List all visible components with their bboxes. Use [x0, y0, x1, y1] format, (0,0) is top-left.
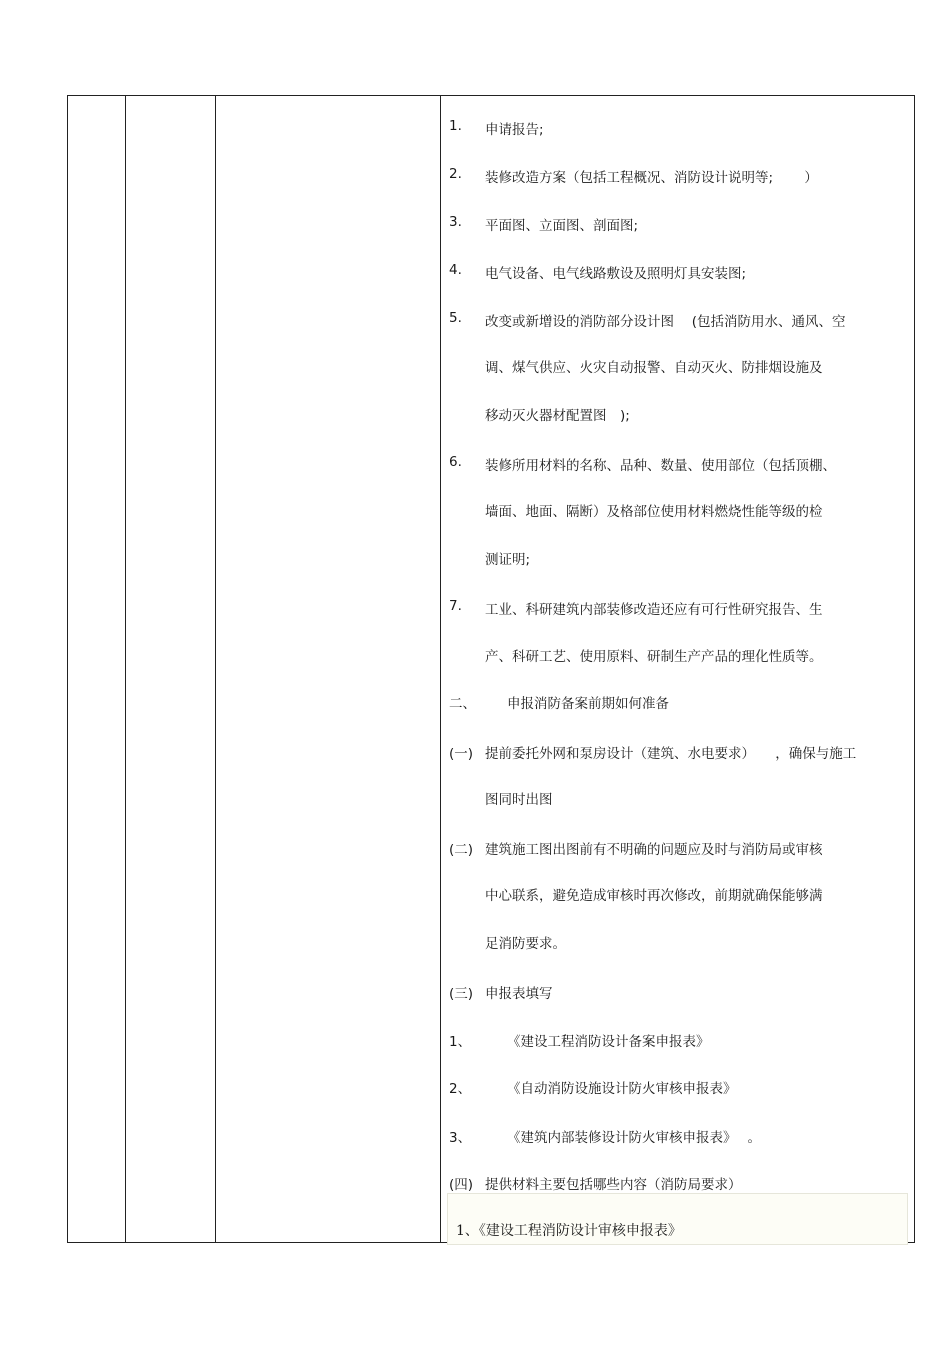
form-title: 《建筑内部装修设计防火审核申报表》 。 — [507, 1130, 762, 1146]
item-number: 3. — [449, 214, 462, 230]
section-number: 二、 — [449, 696, 476, 712]
item-text: 装修所用材料的名称、品种、数量、使用部位（包括顶棚、 — [485, 458, 836, 474]
sub-number: (三) — [449, 986, 474, 1002]
sub-text-continued: 足消防要求。 — [485, 936, 566, 952]
item-text-continued: 墙面、地面、隔断）及格部位使用材料燃烧性能等级的检 — [485, 504, 823, 520]
item-text-continued: 产、科研工艺、使用原料、研制生产产品的理化性质等。 — [485, 649, 823, 665]
sub-text-continued: 中心联系，避免造成审核时再次修改，前期就确保能够满 — [485, 888, 823, 904]
form-title: 《建设工程消防设计备案申报表》 — [507, 1034, 710, 1050]
column-divider-3 — [440, 95, 441, 1243]
item-text-continued: 调、煤气供应、火灾自动报警、自动灭火、防排烟设施及 — [485, 360, 823, 376]
sub-number: (四) — [449, 1177, 474, 1193]
item-text: 工业、科研建筑内部装修改造还应有可行性研究报告、生 — [485, 602, 823, 618]
highlighted-text: 1、《建设工程消防设计审核申报表》 — [456, 1223, 682, 1239]
sub-text: 提前委托外网和泵房设计（建筑、水电要求） ，确保与施工 — [485, 746, 857, 762]
sub-text-continued: 图同时出图 — [485, 792, 553, 808]
item-number: 5. — [449, 310, 462, 326]
sub-text: 提供材料主要包括哪些内容（消防局要求） — [485, 1177, 742, 1193]
highlighted-text-box — [447, 1193, 908, 1245]
sub-text: 申报表填写 — [485, 986, 553, 1002]
item-number: 4. — [449, 262, 462, 278]
column-divider-1 — [125, 95, 126, 1243]
item-text: 申请报告; — [485, 122, 544, 138]
form-number: 2、 — [449, 1081, 472, 1097]
item-number: 1. — [449, 118, 462, 134]
item-number: 2. — [449, 166, 462, 182]
sub-number: (一) — [449, 746, 474, 762]
item-text-continued: 测证明; — [485, 552, 531, 568]
form-number: 1、 — [449, 1034, 472, 1050]
sub-text: 建筑施工图出图前有不明确的问题应及时与消防局或审核 — [485, 842, 823, 858]
sub-number: (二) — [449, 842, 474, 858]
item-number: 7. — [449, 598, 462, 614]
form-number: 3、 — [449, 1130, 472, 1146]
form-title: 《自动消防设施设计防火审核申报表》 — [507, 1081, 737, 1097]
item-text: 平面图、立面图、剖面图; — [485, 218, 639, 234]
item-text: 装修改造方案（包括工程概况、消防设计说明等; ） — [485, 170, 818, 186]
section-title: 申报消防备案前期如何准备 — [507, 696, 669, 712]
item-text: 改变或新增设的消防部分设计图 (包括消防用水、通风、空 — [485, 314, 846, 330]
item-text-continued: 移动灭火器材配置图 ); — [485, 408, 630, 424]
item-text: 电气设备、电气线路敷设及照明灯具安装图; — [485, 266, 747, 282]
item-number: 6. — [449, 454, 462, 470]
column-divider-2 — [215, 95, 216, 1243]
